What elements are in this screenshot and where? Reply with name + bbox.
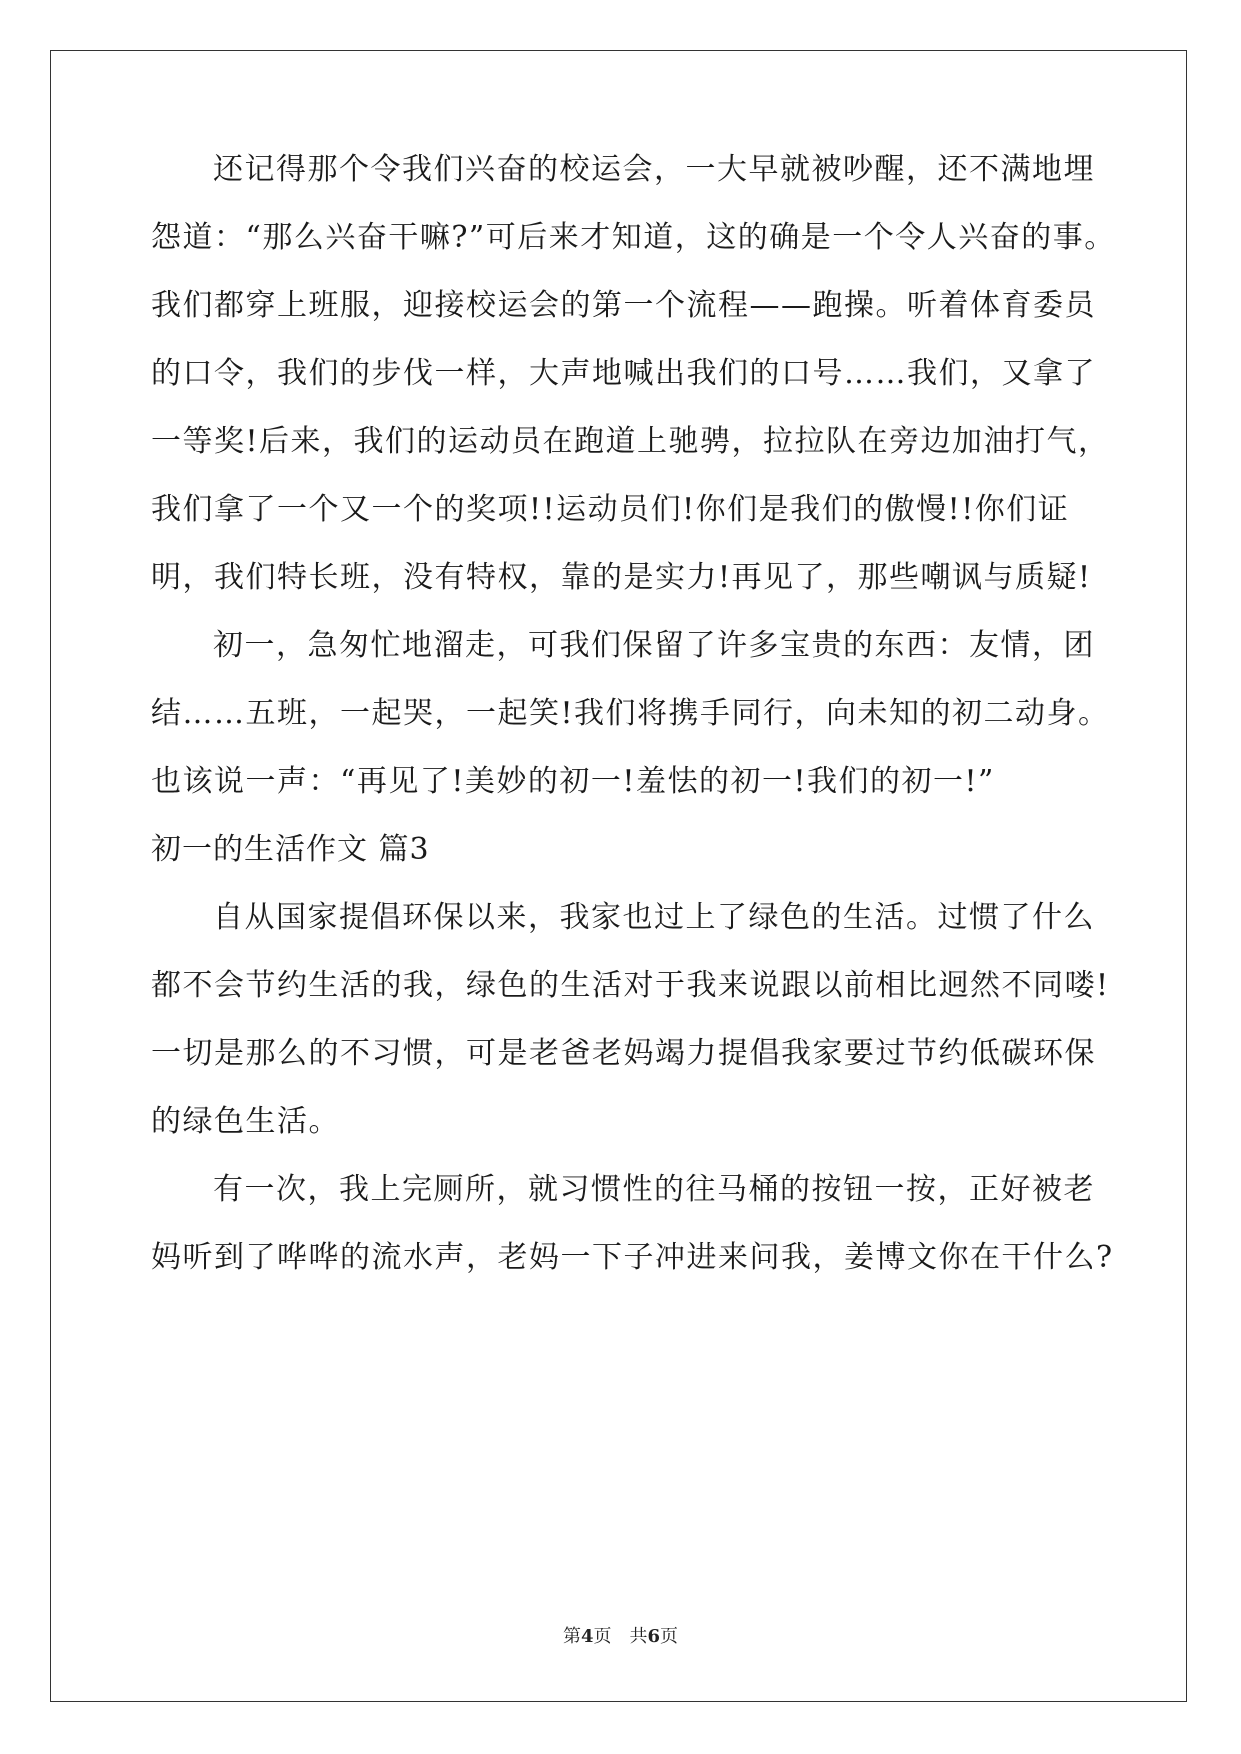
text-line-9: 结……五班，一起哭，一起笑!我们将携手同行，向未知的初二动身。 [151,696,1110,731]
text-line-1: 还记得那个令我们兴奋的校运会，一大早就被吵醒，还不满地埋 [213,152,1095,187]
footer-mid: 页 共 [593,1626,648,1647]
text-line-8: 初一，急匆忙地溜走，可我们保留了许多宝贵的东西：友情，团 [213,628,1095,663]
text-line-14: 一切是那么的不习惯，可是老爸老妈竭力提倡我家要过节约低碳环保 [151,1036,1096,1071]
text-line-7: 明，我们特长班，没有特权，靠的是实力!再见了，那些嘲讽与质疑! [151,560,1092,595]
text-line-17: 妈听到了哗哗的流水声，老妈一下子冲进来问我，姜博文你在干什么? [151,1240,1114,1275]
footer-total-pages: 6 [647,1626,661,1647]
text-line-12: 自从国家提倡环保以来，我家也过上了绿色的生活。过惯了什么 [213,900,1095,935]
text-line-5: 一等奖!后来，我们的运动员在跑道上驰骋，拉拉队在旁边加油打气， [151,424,1110,459]
text-line-2: 怨道：“那么兴奋干嘛?”可后来才知道，这的确是一个令人兴奋的事。 [151,220,1116,255]
text-line-10: 也该说一声：“再见了!美妙的初一!羞怯的初一!我们的初一!” [151,764,995,799]
footer-prefix: 第 [562,1626,581,1647]
text-line-3: 我们都穿上班服，迎接校运会的第一个流程——跑操。听着体育委员 [151,288,1096,323]
section-heading: 初一的生活作文 篇3 [151,832,430,867]
page-footer [0,1625,1241,1649]
footer-page-number: 4 [580,1626,594,1647]
text-line-13: 都不会节约生活的我，绿色的生活对于我来说跟以前相比迥然不同喽! [151,968,1110,1003]
text-line-6: 我们拿了一个又一个的奖项!!运动员们!你们是我们的傲慢!!你们证 [151,492,1070,527]
footer-suffix: 页 [660,1626,679,1647]
text-line-16: 有一次，我上完厕所，就习惯性的往马桶的按钮一按，正好被老 [213,1172,1095,1207]
text-line-4: 的口令，我们的步伐一样，大声地喊出我们的口号……我们，又拿了 [151,356,1096,391]
text-line-15: 的绿色生活。 [151,1104,340,1139]
